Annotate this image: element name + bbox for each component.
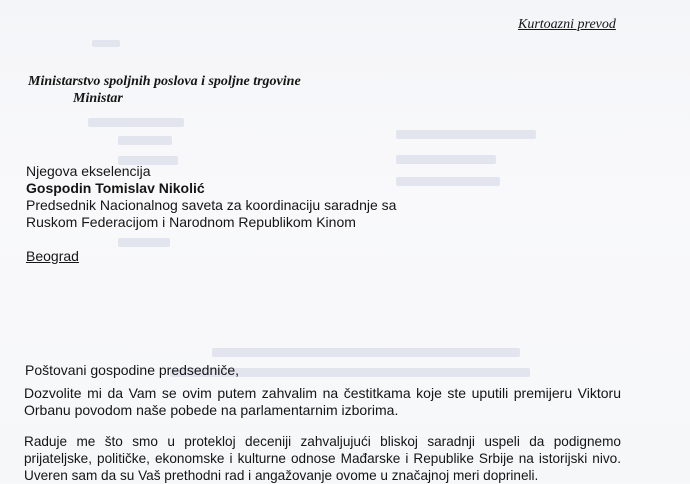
bleed-through-mark <box>396 130 536 139</box>
bleed-through-mark <box>92 40 120 47</box>
sender-title: Ministar <box>73 91 123 106</box>
bleed-through-mark <box>118 238 170 247</box>
bleed-through-mark <box>212 348 520 357</box>
bleed-through-mark <box>396 177 500 186</box>
recipient-honorific: Njegova ekselencija <box>26 163 151 179</box>
recipient-position-line1: Predsednik Nacionalnog saveta za koordinaciju saradnje sa <box>26 197 397 213</box>
bleed-through-mark <box>118 136 172 145</box>
sender-ministry: Ministarstvo spoljnih poslova i spoljne trgovine <box>28 74 301 89</box>
recipient-position-line2: Ruskom Federacijom i Narodnom Republikom Kinom <box>26 214 356 230</box>
recipient-city: Beograd <box>26 248 79 264</box>
recipient-name: Gospodin Tomislav Nikolić <box>26 180 205 196</box>
letter-salutation: Poštovani gospodine predsedniče, <box>25 362 240 378</box>
bleed-through-mark <box>88 118 184 127</box>
bleed-through-mark <box>396 155 496 164</box>
letter-paragraph-1: Dozvolite mi da Vam se ovim putem zahvalim na čestitkama koje ste uputili premijeru Viktoru Orbanu povodom naše pobede na parlamentarnim izborima. <box>24 385 621 418</box>
courtesy-translation-label: Kurtoazni prevod <box>518 17 616 32</box>
letter-paragraph-2: Raduje me što smo u protekloj deceniji zahvaljujući bliskoj saradnji uspeli da podignemo prijateljske, političke, ekonomske i kulturne odnose Mađarske i Republike Srbije na istorijski nivo. Uveren sam da su Vaš prethodni rad i angažovanje ovome u značajnoj meri doprineli. <box>24 434 621 483</box>
recipient-address <box>26 163 396 231</box>
